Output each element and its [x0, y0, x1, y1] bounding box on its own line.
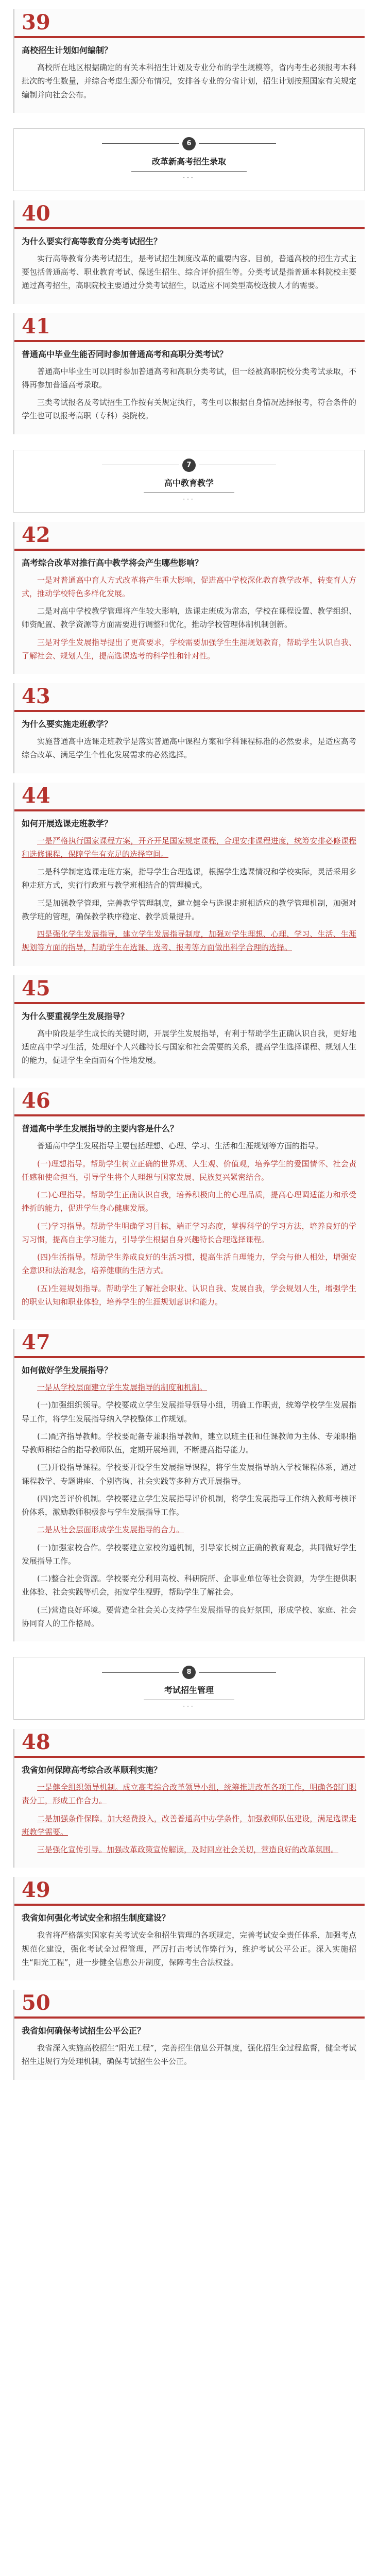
qa-number: 39	[22, 10, 50, 35]
answer-paragraph: 我省将严格落实国家有关考试安全和招生管理的各项规定，完善考试安全责任体系，加强考点规范化建设，强化考试全过程管理，严厉打击考试作弊行为，维护考试公平公正。深入实施招生“阳光工程”，进一步健全信息公开制度，保障考生合法权益。	[22, 1930, 356, 1967]
qa-question: 为什么要实行高等教育分类考试招生？	[22, 236, 162, 246]
answer-paragraph: 实行高等教育分类考试招生，是考试招生制度改革的重要内容。目前，普通高校的招生方式主要包括普通高考、职业教育考试、保送生招生、综合评价招生等。分类考试是指普通本科院校主要通过高考招生，高职院校主要通过分类考试招生，以适应不同类型高校选拔人才的需要。	[22, 253, 356, 291]
qa-number: 40	[22, 201, 50, 226]
qa-number: 46	[22, 1089, 50, 1113]
qa-answer	[14, 1139, 365, 1316]
dots-ornament: ···	[183, 174, 195, 181]
dots-ornament: ···	[183, 495, 195, 503]
section-badge: 7	[182, 459, 196, 472]
answer-paragraph: (四)生活指导。帮助学生养成良好的生活习惯，提高生活自理能力，学会与他人相处，增强安全意识和法治观念，培养健康的生活方式。	[22, 1252, 356, 1276]
qa-41	[13, 313, 365, 434]
qa-question: 如何做好学生发展指导？	[22, 1365, 113, 1375]
qa-40	[13, 200, 365, 304]
qa-question: 普通高中学生发展指导的主要内容是什么？	[22, 1124, 179, 1134]
qa-question: 为什么要实施走班教学？	[22, 719, 113, 729]
qa-answer	[14, 2041, 365, 2076]
qa-divider	[14, 1756, 365, 1758]
qa-question: 我省如何强化考试安全和招生制度建设？	[22, 1913, 170, 1923]
section-header	[13, 1657, 365, 1720]
qa-divider	[14, 36, 365, 38]
qa-question: 高考综合改革对推行高中教学将会产生哪些影响？	[22, 557, 203, 568]
qa-45	[13, 975, 365, 1079]
qa-number: 44	[22, 783, 50, 808]
divider	[199, 143, 276, 144]
qa-divider	[14, 549, 365, 551]
qa-divider	[14, 1356, 365, 1358]
qa-47	[13, 1329, 365, 1641]
answer-paragraph: 高中阶段是学生成长的关键时期，开展学生发展指导，有利于帮助学生正确认识自我，更好地适应高中学习生活，处理好个人兴趣特长与国家和社会需要的关系，提高学生选择课程、规划人生的能力，促进学生全面而有个性地发展。	[22, 1028, 356, 1065]
answer-paragraph: 二是对高中学校教学管理将产生较大影响，选课走班成为常态，学校在课程设置、教学组织、师资配置、教学资源等方面需要进行调整和优化，推动学校管理体制机制创新。	[22, 606, 356, 630]
bottom-spacer	[13, 2080, 365, 2100]
answer-paragraph: 三是对学生发展指导提出了更高要求，学校需要加强学生生涯规划教育，帮助学生认识自我、了解社会、规划人生，提高选课选考的科学性和针对性。	[22, 637, 356, 660]
qa-divider	[14, 2016, 365, 2019]
qa-number: 43	[22, 684, 50, 708]
answer-paragraph: 三是加强教学管理，完善教学管理制度，建立健全与选课走班相适应的教学管理机制，加强对教学班的管理，确保教学秩序稳定、教学质量提升。	[22, 898, 356, 921]
section-ornament	[19, 1666, 359, 1679]
qa-question: 为什么要重视学生发展指导？	[22, 1011, 129, 1021]
answer-paragraph: (四)完善评价机制。学校要建立学生发展指导评价机制，将学生发展指导工作纳入教师考核评价体系，激励教师积极参与学生发展指导工作。	[22, 1494, 356, 1517]
answer-paragraph: 四是强化学生发展指导，建立学生发展指导制度，加强对学生理想、心理、学习、生活、生涯规划等方面的指导，帮助学生在选课、选考、报考等方面做出科学合理的选择。	[22, 929, 356, 953]
qa-49	[13, 1877, 365, 1980]
answer-paragraph: (一)加强组织领导。学校要成立学生发展指导领导小组，明确工作职责，统筹学校学生发展指导工作，将学生发展指导纳入学校整体工作规划。	[22, 1400, 356, 1423]
answer-paragraph: (五)生涯规划指导。帮助学生了解社会职业、认识自我、发展自我，学会规划人生，增强学生的职业认知和职业体验，培养学生的生涯规划意识和能力。	[22, 1283, 356, 1307]
qa-answer	[14, 1027, 365, 1075]
divider	[199, 1672, 276, 1673]
qa-50	[13, 1990, 365, 2080]
qa-number: 49	[22, 1878, 50, 1903]
answer-paragraph: 一是严格执行国家课程方案，开齐开足国家规定课程，合理安排课程进度，统筹安排必修课程和选修课程，保障学生有充足的选择空间。	[22, 836, 356, 859]
answer-paragraph: 普通高中毕业生可以同时参加普通高考和高职分类考试，但一经被高职院校分类考试录取，不得再参加普通高考录取。	[22, 366, 356, 389]
qa-number: 50	[22, 1991, 50, 2015]
answer-paragraph: 一是对普通高中育人方式改革将产生重大影响，促进高中学校深化教育教学改革，转变育人方式，推动学校特色多样化发展。	[22, 575, 356, 598]
qa-divider	[14, 1002, 365, 1004]
qa-48	[13, 1729, 365, 1868]
qa-divider	[14, 809, 365, 811]
section-box	[13, 1657, 365, 1720]
qa-answer	[14, 573, 365, 670]
section-badge: 6	[182, 137, 196, 150]
section-header	[13, 128, 365, 191]
qa-number: 42	[22, 522, 50, 547]
qa-answer	[14, 735, 365, 769]
qa-divider	[14, 1904, 365, 1906]
qa-46	[13, 1088, 365, 1320]
divider	[102, 143, 179, 144]
answer-paragraph: 我省深入实施高校招生“阳光工程”，完善招生信息公开制度，强化招生全过程监督，健全考试招生违规行为处理机制，确保考试招生公平公正。	[22, 2043, 356, 2066]
answer-paragraph: 二是加强条件保障。加大经费投入，改善普通高中办学条件，加强教师队伍建设，满足选课走班教学需要。	[22, 1814, 356, 1837]
section-ornament	[19, 459, 359, 472]
answer-paragraph: (三)学习指导。帮助学生明确学习目标，端正学习态度，掌握科学的学习方法，培养良好的学习习惯，提高自主学习能力，引导学生根据自身兴趣特长合理选择课程。	[22, 1221, 356, 1244]
section-box	[13, 128, 365, 191]
answer-paragraph: (一)加强家校合作。学校要建立家校沟通机制，引导家长树立正确的教育观念，共同做好学生发展指导工作。	[22, 1543, 356, 1566]
qa-answer	[14, 1928, 365, 1976]
qa-divider	[14, 1114, 365, 1116]
answer-paragraph: 高校所在地区根据确定的有关本科招生计划及专业分布的学生规模等，省内考生必须报考本科批次的考生数量，并综合考虑生源分布情况，安排各专业的分省计划，招生计划按照国家有关规定编制并向社会公布。	[22, 63, 356, 99]
qa-question: 普通高中毕业生能否同时参加普通高考和高职分类考试？	[22, 349, 228, 359]
answer-paragraph: (三)营造良好环境。要营造全社会关心支持学生发展指导的良好氛围，形成学校、家庭、社会协同育人的工作格局。	[22, 1605, 356, 1628]
qa-44	[13, 783, 365, 966]
answer-paragraph: (二)整合社会资源。学校要充分利用高校、科研院所、企事业单位等社会资源，为学生提供职业体验、社会实践等机会，拓宽学生视野，帮助学生了解社会。	[22, 1574, 356, 1597]
qa-42	[13, 522, 365, 674]
answer-paragraph: (二)心理指导。帮助学生正确认识自我，培养积极向上的心理品质，提高心理调适能力和承受挫折的能力，促进学生身心健康发展。	[22, 1190, 356, 1213]
qa-answer	[14, 834, 365, 962]
section-header	[13, 450, 365, 513]
qa-answer	[14, 252, 365, 300]
answer-paragraph: 一是健全组织领导机制。成立高考综合改革领导小组，统筹推进改革各项工作，明确各部门职责分工，形成工作合力。	[22, 1783, 356, 1806]
qa-divider	[14, 227, 365, 229]
section-title: 高中教育教学	[144, 476, 234, 493]
section-badge: 8	[182, 1666, 196, 1679]
answer-paragraph: (二)配齐指导教师。学校要配备专兼职指导教师，建立以班主任和任课教师为主体、专兼职指导教师相结合的指导教师队伍，定期开展培训，不断提高指导能力。	[22, 1431, 356, 1454]
answer-paragraph: (一)理想指导。帮助学生树立正确的世界观、人生观、价值观，培养学生的爱国情怀、社会责任感和使命担当，引导学生将个人理想与国家发展、民族复兴紧密结合。	[22, 1159, 356, 1182]
dots-ornament: ···	[183, 1703, 195, 1710]
qa-question: 我省如何确保考试招生公平公正？	[22, 2026, 146, 2036]
section-box	[13, 450, 365, 513]
section-title: 考试招生管理	[144, 1683, 234, 1700]
answer-paragraph: 三是强化宣传引导。加强改革政策宣传解读，及时回应社会关切，营造良好的改革氛围。	[37, 1845, 339, 1854]
qa-divider	[14, 710, 365, 712]
answer-paragraph: 二是从社会层面形成学生发展指导的合力。	[37, 1525, 184, 1535]
qa-answer	[14, 61, 365, 109]
qa-divider	[14, 340, 365, 342]
qa-question: 高校招生计划如何编制？	[22, 45, 113, 55]
qa-39	[13, 9, 365, 113]
answer-paragraph: 实施普通高中选课走班教学是落实普通高中课程方案和学科课程标准的必然要求，是适应高考综合改革、满足学生个性化发展需求的必然选择。	[22, 737, 356, 760]
qa-question: 如何开展选课走班教学？	[22, 818, 113, 828]
qa-number: 41	[22, 314, 50, 338]
qa-answer	[14, 365, 365, 430]
qa-43	[13, 683, 365, 773]
answer-paragraph: 三类考试报名及考试招生工作按有关规定执行，考生可以根据自身情况选择报考，符合条件的学生也可以报考高职（专科）类院校。	[22, 398, 356, 421]
answer-paragraph: 二是科学制定选课走班方案，指导学生合理选课，根据学生选课情况和学校实际，灵活采用多种走班方式，实行行政班与教学班相结合的管理模式。	[22, 867, 356, 890]
qa-number: 47	[22, 1330, 50, 1354]
answer-paragraph: (三)开设指导课程。学校要开设学生发展指导课程，将学生发展指导纳入学校课程体系，通过课程教学、专题讲座、个别咨询、社会实践等多种方式开展指导。	[22, 1463, 356, 1486]
divider	[102, 1672, 179, 1673]
qa-number: 48	[22, 1730, 50, 1754]
answer-paragraph: 普通高中学生发展指导主要包括理想、心理、学习、生活和生涯规划等方面的指导。	[37, 1141, 323, 1151]
qa-answer	[14, 1381, 365, 1637]
page	[0, 9, 378, 2100]
answer-paragraph: 一是从学校层面建立学生发展指导的制度和机制。	[37, 1383, 208, 1392]
section-title: 改革新高考招生录取	[131, 155, 247, 172]
section-ornament	[19, 137, 359, 150]
qa-answer	[14, 1781, 365, 1863]
qa-number: 45	[22, 976, 50, 1001]
qa-question: 我省如何保障高考综合改革顺利实施？	[22, 1765, 162, 1775]
